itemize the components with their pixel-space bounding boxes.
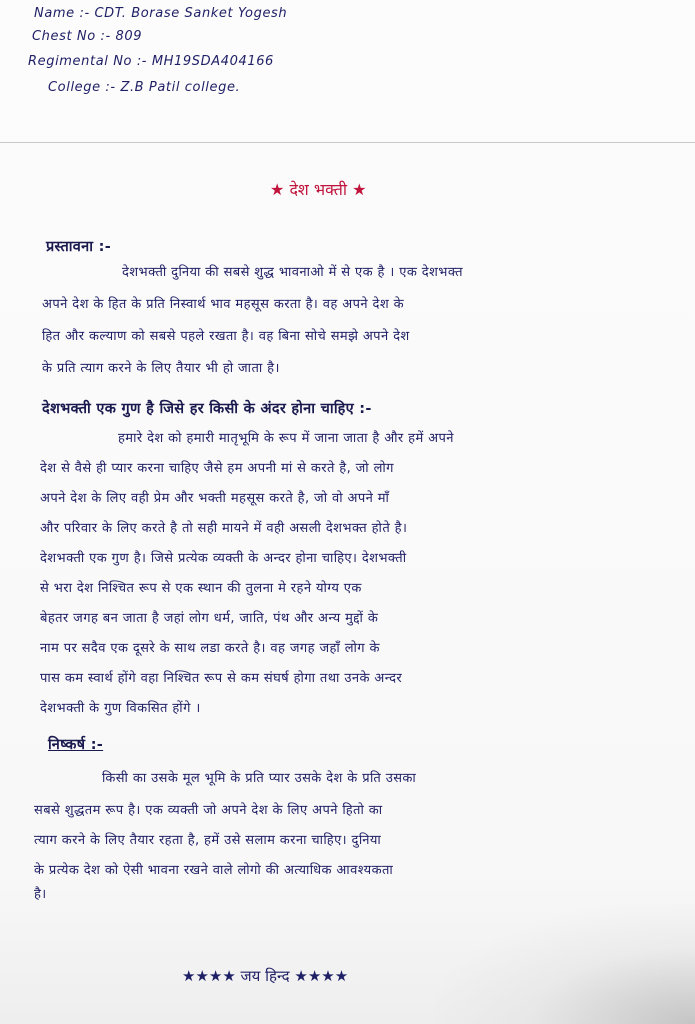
conclusion-line: के प्रत्येक देश को ऐसी भावना रखने वाले लोगो की अत्याधिक आवश्यकता: [34, 863, 394, 878]
section2-line: पास कम स्वार्थ होंगे वहा निश्चित रूप से कम संघर्ष होगा तथा उनके अन्दर: [40, 671, 403, 686]
section2-line: देशभक्ती एक गुण है। जिसे प्रत्येक व्यक्ती के अन्दर होना चाहिए। देशभक्ती: [40, 551, 407, 566]
essay-title: [270, 178, 366, 200]
title-text: देश भक्ती: [289, 180, 347, 199]
page-shadow: [435, 904, 695, 1024]
section2-line: हमारे देश को हमारी मातृभूमि के रूप में जाना जाता है और हमें अपने: [118, 431, 454, 446]
conclusion-heading: निष्कर्ष :-: [48, 737, 104, 753]
section2-line: और परिवार के लिए करते है तो सही मायने में वही असली देशभक्त होते है।: [40, 521, 408, 536]
intro-line: अपने देश के हित के प्रति निस्वार्थ भाव महसूस करता है। वह अपने देश के: [42, 297, 404, 312]
star-icon: ★: [270, 180, 285, 199]
college-name: College :- Z.B Patil college.: [48, 80, 241, 95]
section2-line: बेहतर जगह बन जाता है जहां लोग धर्म, जाति, पंथ और अन्य मुद्दों के: [40, 611, 379, 626]
conclusion-line: सबसे शुद्धतम रूप है। एक व्यक्ती जो अपने देश के लिए अपने हितो का: [34, 803, 383, 818]
section2-line: देशभक्ती के गुण विकसित होंगे ।: [40, 701, 201, 716]
intro-line: देशभक्ती दुनिया की सबसे शुद्ध भावनाओ में से एक है । एक देशभक्त: [122, 265, 463, 280]
intro-line: के प्रति त्याग करने के लिए तैयार भी हो जाता है।: [42, 361, 280, 376]
conclusion-line: किसी का उसके मूल भूमि के प्रति प्यार उसके देश के प्रति उसका: [102, 771, 417, 786]
conclusion-line: है।: [34, 887, 47, 902]
section2-line: देश से वैसे ही प्यार करना चाहिए जैसे हम अपनी मां से करते है, जो लोग: [40, 461, 394, 476]
chest-number: Chest No :- 809: [32, 29, 143, 44]
regimental-number: Regimental No :- MH19SDA404166: [28, 54, 274, 69]
section2-heading: देशभक्ती एक गुण है जिसे हर किसी के अंदर होना चाहिए :-: [42, 401, 372, 417]
page-divider: [0, 142, 695, 143]
conclusion-line: त्याग करने के लिए तैयार रहता है, हमें उसे सलाम करना चाहिए। दुनिया: [34, 833, 382, 848]
intro-line: हित और कल्याण को सबसे पहले रखता है। वह बिना सोचे समझे अपने देश: [42, 329, 410, 344]
star-icon: ★: [352, 180, 367, 199]
cadet-name: Name :- CDT. Borase Sanket Yogesh: [34, 6, 288, 21]
section2-line: से भरा देश निश्चित रूप से एक स्थान की तुलना मे रहने योग्य एक: [40, 581, 362, 596]
intro-heading: प्रस्तावना :-: [46, 239, 112, 255]
jai-hind-footer: ★★★★ जय हिन्द ★★★★: [182, 967, 349, 985]
section2-line: नाम पर सदैव एक दूसरे के साथ लडा करते है। वह जगह जहाँ लोग के: [40, 641, 380, 656]
section2-line: अपने देश के लिए वही प्रेम और भक्ती महसूस करते है, जो वो अपने माँ: [40, 491, 390, 506]
